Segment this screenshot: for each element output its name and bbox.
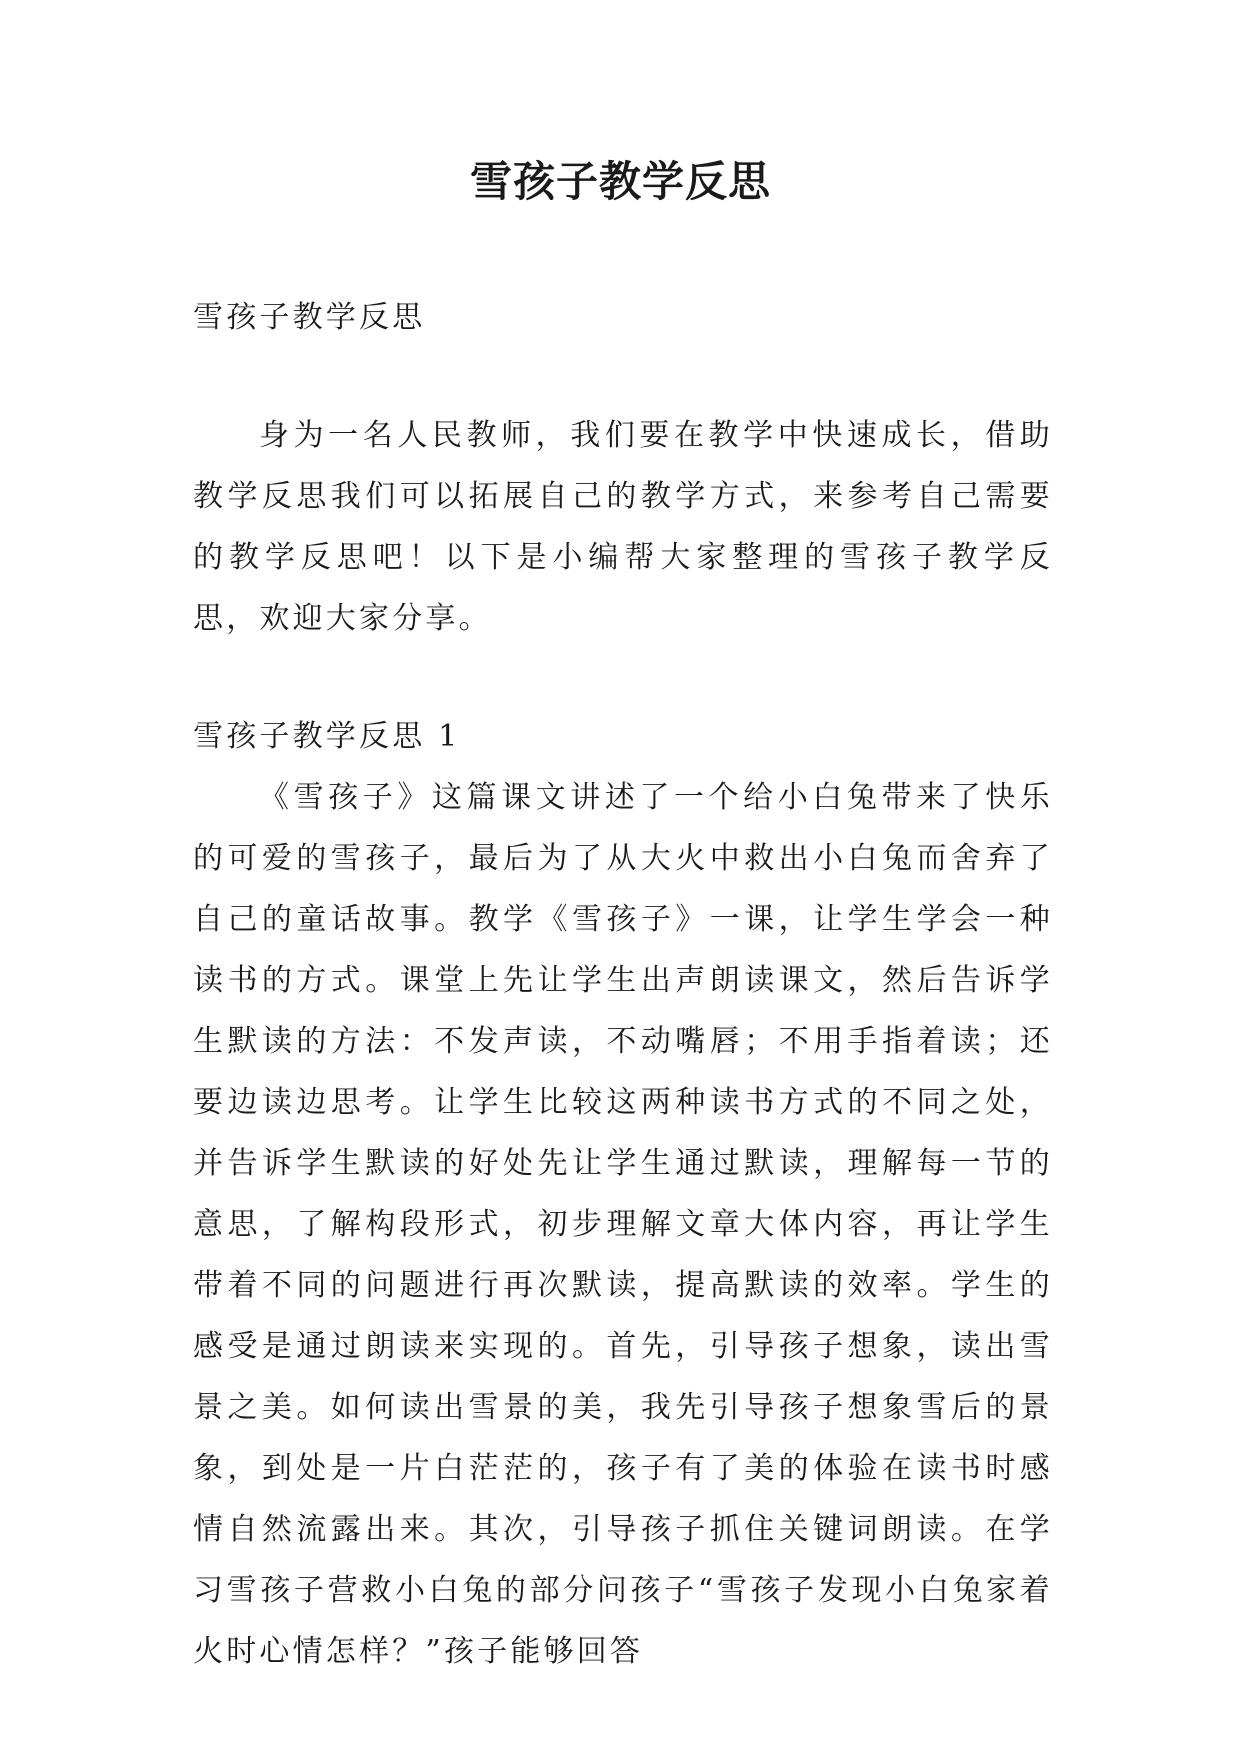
section-body-paragraph: 《雪孩子》这篇课文讲述了一个给小白兔带来了快乐的可爱的雪孩子，最后为了从大火中救出小白兔而舍弃了自己的童话故事。教学《雪孩子》一课，让学生学会一种读书的方式。课堂上先让学生出声朗读课文，然后告诉学生默读的方法：不发声读，不动嘴唇；不用手指着读；还要边读边思考。让学生比较这两种读书方式的不同之处，并告诉学生默读的好处先让学生通过默读，理解每一节的意思，了解构段形式，初步理解文章大体内容，再让学生带着不同的问题进行再次默读，提高默读的效率。学生的感受是通过朗读来实现的。首先，引导孩子想象，读出雪景之美。如何读出雪景的美，我先引导孩子想象雪后的景象，到处是一片白茫茫的，孩子有了美的体验在读书时感情自然流露出来。其次，引导孩子抓住关键词朗读。在学习雪孩子营救小白兔的部分问孩子“雪孩子发现小白兔家着火时心情怎样？”孩子能够回答 [193,780,1053,1669]
intro-paragraph: 身为一名人民教师，我们要在教学中快速成长，借助教学反思我们可以拓展自己的教学方式，来参考自己需要的教学反思吧！以下是小编帮大家整理的雪孩子教学反思，欢迎大家分享。 [193,418,1053,636]
document-title: 雪孩子教学反思 [469,157,771,206]
section-heading: 雪孩子教学反思 1 [193,719,461,754]
document-body [193,287,1053,1682]
spacer [193,348,1053,405]
document-subtitle: 雪孩子教学反思 [193,300,426,335]
spacer [193,649,1053,706]
